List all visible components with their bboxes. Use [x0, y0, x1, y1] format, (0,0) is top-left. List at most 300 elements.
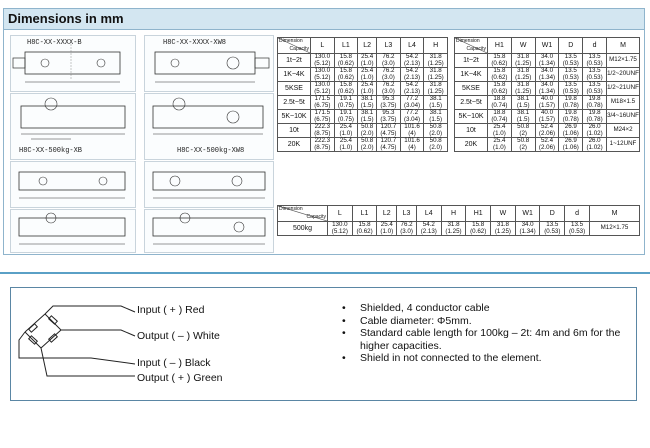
- column-header: M: [607, 38, 640, 54]
- column-header: L3: [377, 38, 401, 54]
- value-inch: (1.25): [515, 59, 532, 67]
- table-cell: [583, 124, 607, 138]
- table-cell: [377, 82, 401, 96]
- value-inch: (0.53): [562, 87, 579, 95]
- table-cell: [559, 54, 583, 68]
- dimensions-panel: [3, 8, 645, 255]
- value-mm: 52.4: [540, 137, 554, 144]
- table-cell: [377, 96, 401, 110]
- section-divider: [0, 272, 650, 274]
- column-header: L3: [397, 206, 417, 222]
- value-mm: 31.8: [517, 81, 530, 88]
- dimensions-title: Dimensions in mm: [8, 11, 124, 26]
- value-mm: 54.2: [422, 221, 435, 228]
- value-mm: 18.8: [493, 95, 506, 102]
- table-cell: [311, 124, 335, 138]
- value-inch: (1.0): [360, 87, 374, 95]
- value-mm: 13.5: [564, 67, 577, 74]
- value-inch: (1.0): [339, 143, 353, 151]
- value-inch: (1.5): [516, 101, 530, 109]
- value-mm: 31.8: [447, 221, 460, 228]
- value-inch: (1.34): [519, 227, 536, 235]
- value-inch: (3.75): [380, 115, 397, 123]
- value-inch: (2): [519, 143, 527, 151]
- table-cell: [565, 222, 590, 236]
- value-mm: 25.4: [361, 67, 374, 74]
- value-inch: (3.0): [382, 87, 395, 95]
- table-cell: [515, 222, 540, 236]
- table-cell: [511, 96, 535, 110]
- column-header: M: [590, 206, 640, 222]
- wire-input-positive: Input ( + ) Red: [137, 304, 205, 316]
- value-inch: (0.53): [562, 59, 579, 67]
- value-mm: 25.4: [493, 123, 506, 130]
- value-inch: (1.0): [360, 59, 374, 67]
- column-header: W1: [515, 206, 540, 222]
- capacity-cell: 1t~2t: [278, 54, 311, 68]
- table-cell: [491, 222, 516, 236]
- value-mm: 76.2: [382, 53, 395, 60]
- table-cell: [400, 54, 424, 68]
- value-mm: 222.3: [314, 123, 331, 130]
- table-cell: [400, 124, 424, 138]
- value-inch: (5.12): [314, 87, 331, 95]
- value-mm: 26.9: [564, 123, 577, 130]
- table-cell: [535, 110, 559, 124]
- table-cell: [334, 96, 358, 110]
- column-header: L4: [416, 206, 441, 222]
- value-mm: 25.4: [339, 123, 352, 130]
- value-mm: 54.2: [406, 53, 419, 60]
- table-cell: [607, 96, 640, 110]
- table-cell: [358, 138, 377, 152]
- table-cell: [311, 96, 335, 110]
- value-inch: (1.0): [339, 129, 353, 137]
- table-cell: [416, 222, 441, 236]
- column-header: H1: [466, 206, 491, 222]
- table-cell: [377, 110, 401, 124]
- value-mm: 120.7: [380, 137, 397, 144]
- value-inch: (0.75): [337, 115, 354, 123]
- table-row: [455, 54, 640, 68]
- corner-cell: [455, 38, 488, 54]
- table-cell: [311, 68, 335, 82]
- value-inch: (0.62): [337, 73, 354, 81]
- value-mm: 76.2: [382, 81, 395, 88]
- capacity-cell: 20K: [455, 138, 488, 152]
- value-mm: 54.2: [406, 67, 419, 74]
- value-inch: (1.02): [586, 143, 603, 151]
- column-header: W: [511, 38, 535, 54]
- table-cell: [358, 96, 377, 110]
- value-inch: (1.34): [538, 59, 556, 67]
- table-3-body: [278, 222, 640, 236]
- drawing-top-right: [144, 35, 274, 92]
- value-inch: (1.06): [562, 129, 579, 137]
- table-cell: [559, 82, 583, 96]
- value-inch: (1.25): [515, 87, 532, 95]
- column-header: D: [540, 206, 565, 222]
- value-inch: (1.25): [445, 227, 462, 235]
- value-inch: (1.5): [429, 101, 443, 109]
- drawing-bottom-left-art: [11, 210, 135, 252]
- table-cell: [511, 138, 535, 152]
- value-mm: M18×1.5: [610, 98, 636, 106]
- value-mm: 50.8: [361, 137, 374, 144]
- value-mm: 52.4: [540, 123, 554, 130]
- drawing-label: H8C-XX-500kg-XW8: [177, 147, 245, 155]
- table-cell: [540, 222, 565, 236]
- value-mm: 222.3: [314, 137, 331, 144]
- table-cell: [424, 82, 448, 96]
- table-cell: [334, 68, 358, 82]
- table-cell: [590, 222, 640, 236]
- value-inch: (0.53): [568, 227, 586, 235]
- value-mm: 40.0: [540, 109, 554, 116]
- drawing-bottom-right: [144, 209, 274, 253]
- value-mm: 76.2: [400, 221, 413, 228]
- value-mm: 15.8: [493, 67, 506, 74]
- table-cell: [607, 82, 640, 96]
- table-cell: [559, 68, 583, 82]
- drawing-mid-left: [10, 93, 136, 160]
- corner-top-label: Dimension: [279, 206, 303, 212]
- table-cell: [583, 96, 607, 110]
- value-mm: 1/2~21UNF: [607, 84, 639, 92]
- value-mm: 50.8: [517, 137, 530, 144]
- value-inch: (5.12): [314, 59, 331, 67]
- dimension-table-2: [454, 37, 640, 152]
- value-inch: (3.04): [403, 101, 421, 109]
- corner-cell: [278, 206, 328, 222]
- value-inch: (1.0): [380, 227, 394, 235]
- value-mm: 38.1: [361, 109, 374, 116]
- value-mm: 3/4~16UNF: [607, 112, 639, 120]
- capacity-cell: 5KSE: [455, 82, 488, 96]
- table-cell: [424, 68, 448, 82]
- table-cell: [511, 124, 535, 138]
- table-cell: [607, 68, 640, 82]
- table-row: [455, 82, 640, 96]
- drawing-label: H8C-XX-XXXX-B: [27, 39, 82, 47]
- table-row: [455, 138, 640, 152]
- table-cell: [559, 110, 583, 124]
- value-mm: 130.0: [314, 81, 331, 88]
- table-row: [278, 222, 640, 236]
- value-mm: 171.5: [314, 109, 331, 116]
- table-cell: [400, 82, 424, 96]
- capacity-cell: 10t: [278, 124, 311, 138]
- value-inch: (1.25): [427, 73, 444, 81]
- value-inch: (1.57): [538, 101, 556, 109]
- value-inch: (1.06): [562, 143, 579, 151]
- table-row: [278, 96, 448, 110]
- value-inch: (1.34): [538, 73, 556, 81]
- value-inch: (1.0): [493, 129, 506, 137]
- value-mm: 50.8: [429, 137, 442, 144]
- value-inch: (0.62): [491, 59, 508, 67]
- dimension-table-1: [277, 37, 448, 152]
- capacity-cell: 1K~4K: [278, 68, 311, 82]
- value-mm: 15.8: [493, 81, 506, 88]
- table-cell: [334, 82, 358, 96]
- value-inch: (8.75): [314, 129, 331, 137]
- value-mm: 13.5: [564, 81, 577, 88]
- value-inch: (2.13): [420, 227, 437, 235]
- value-inch: (3.75): [380, 101, 397, 109]
- table-cell: [377, 68, 401, 82]
- corner-cell: [278, 38, 311, 54]
- value-mm: 34.0: [540, 67, 554, 74]
- table-cell: [311, 138, 335, 152]
- value-mm: 34.0: [521, 221, 534, 228]
- capacity-cell: 500kg: [278, 222, 328, 236]
- table-cell: [488, 54, 512, 68]
- value-mm: 1/2~20UNF: [607, 70, 639, 78]
- value-mm: 15.8: [339, 53, 352, 60]
- column-header: L1: [334, 38, 358, 54]
- table-cell: [535, 68, 559, 82]
- value-mm: 13.5: [588, 81, 601, 88]
- value-mm: 50.8: [429, 123, 442, 130]
- value-mm: 40.0: [540, 95, 554, 102]
- value-mm: 95.3: [382, 109, 395, 116]
- value-mm: 1~12UNF: [609, 140, 637, 148]
- value-mm: 95.3: [382, 95, 395, 102]
- value-mm: 34.0: [540, 53, 554, 60]
- table-cell: [535, 138, 559, 152]
- value-inch: (5.12): [314, 73, 331, 81]
- value-inch: (0.53): [562, 73, 579, 81]
- capacity-cell: 20K: [278, 138, 311, 152]
- table-cell: [583, 138, 607, 152]
- table-cell: [358, 110, 377, 124]
- corner-bottom-label: Capacity: [466, 46, 486, 52]
- value-inch: (0.62): [337, 59, 354, 67]
- value-inch: (0.53): [544, 227, 561, 235]
- value-mm: 19.1: [339, 109, 352, 116]
- corner-top-label: Dimension: [279, 38, 303, 44]
- value-inch: (4.75): [380, 143, 397, 151]
- value-mm: 38.1: [361, 95, 374, 102]
- value-mm: 31.8: [429, 81, 442, 88]
- value-inch: (0.78): [586, 115, 603, 123]
- dimension-table-3: [277, 205, 640, 236]
- value-inch: (1.5): [360, 101, 374, 109]
- table-cell: [559, 124, 583, 138]
- value-mm: 171.5: [314, 95, 331, 102]
- capacity-cell: 2.5t~5t: [278, 96, 311, 110]
- value-inch: (0.62): [491, 87, 508, 95]
- table-cell: [583, 110, 607, 124]
- value-inch: (2.0): [360, 129, 374, 137]
- table-cell: [352, 222, 377, 236]
- capacity-cell: 1K~4K: [455, 68, 488, 82]
- value-inch: (0.62): [491, 73, 508, 81]
- column-header: D: [559, 38, 583, 54]
- value-mm: 26.0: [588, 137, 601, 144]
- table-cell: [377, 222, 397, 236]
- table-cell: [607, 138, 640, 152]
- table-cell: [535, 82, 559, 96]
- value-inch: (2.0): [360, 143, 374, 151]
- drawing-top-left: [10, 35, 136, 92]
- value-inch: (0.53): [586, 87, 603, 95]
- table-cell: [400, 68, 424, 82]
- capacity-cell: 5K~10K: [455, 110, 488, 124]
- drawing-mid-right: [144, 93, 274, 160]
- value-mm: 13.5: [571, 221, 584, 228]
- value-inch: (1.5): [516, 115, 530, 123]
- table-cell: [400, 138, 424, 152]
- table-cell: [559, 138, 583, 152]
- table-cell: [358, 82, 377, 96]
- value-inch: (1.02): [586, 129, 603, 137]
- capacity-cell: 10t: [455, 124, 488, 138]
- note-item: • Shield in not connected to the element.: [340, 352, 640, 365]
- column-header: L: [328, 206, 353, 222]
- column-header: d: [583, 38, 607, 54]
- table-cell: [424, 124, 448, 138]
- value-inch: (4): [408, 129, 416, 137]
- value-inch: (3.0): [382, 73, 395, 81]
- wire-output-negative: Output ( – ) White: [137, 330, 220, 342]
- value-inch: (0.53): [586, 73, 603, 81]
- value-inch: (1.5): [429, 115, 443, 123]
- column-header: W1: [535, 38, 559, 54]
- value-mm: 13.5: [588, 53, 601, 60]
- value-mm: 25.4: [361, 81, 374, 88]
- value-mm: M12×1.75: [600, 224, 629, 232]
- value-mm: 77.2: [406, 95, 419, 102]
- drawing-label: H8C-XX-XXXX-XW8: [163, 39, 227, 47]
- dimensions-header: [4, 9, 644, 30]
- value-inch: (3.04): [403, 115, 421, 123]
- drawing-bottom-right-art: [145, 210, 273, 252]
- corner-bottom-label: Capacity: [306, 214, 326, 220]
- table-cell: [488, 138, 512, 152]
- value-mm: 26.9: [564, 137, 577, 144]
- value-mm: 25.4: [493, 137, 506, 144]
- table-cell: [535, 54, 559, 68]
- note-item: • Cable diameter: Φ5mm.: [340, 315, 640, 328]
- table-cell: [424, 96, 448, 110]
- table-cell: [358, 68, 377, 82]
- table-cell: [511, 82, 535, 96]
- value-mm: 13.5: [546, 221, 559, 228]
- value-mm: 13.5: [588, 67, 601, 74]
- value-mm: 38.1: [517, 95, 530, 102]
- table-cell: [511, 68, 535, 82]
- value-mm: 34.0: [540, 81, 554, 88]
- table-cell: [607, 124, 640, 138]
- table-cell: [334, 124, 358, 138]
- column-header: W: [491, 206, 516, 222]
- value-mm: 31.8: [429, 67, 442, 74]
- value-mm: 130.0: [332, 221, 348, 228]
- table-cell: [511, 110, 535, 124]
- value-mm: 25.4: [339, 137, 352, 144]
- value-inch: (0.74): [491, 101, 508, 109]
- value-mm: 25.4: [380, 221, 393, 228]
- note-item: • Shielded, 4 conductor cable: [340, 302, 640, 315]
- value-mm: 19.8: [588, 95, 601, 102]
- table-row: [278, 124, 448, 138]
- column-header: H1: [488, 38, 512, 54]
- value-mm: M12×1.75: [609, 56, 637, 64]
- value-inch: (3.0): [400, 227, 413, 235]
- corner-top-label: Dimension: [456, 38, 480, 44]
- value-inch: (1.0): [493, 143, 506, 151]
- value-inch: (6.75): [314, 115, 331, 123]
- drawing-bottom-left: [10, 209, 136, 253]
- drawing-label: H8C-XX-500kg-XB: [19, 147, 83, 155]
- cable-notes: [340, 302, 640, 365]
- value-inch: (0.53): [586, 59, 603, 67]
- value-inch: (2.13): [403, 87, 421, 95]
- value-mm: 15.8: [339, 81, 352, 88]
- table-cell: [400, 96, 424, 110]
- value-mm: 15.8: [493, 53, 506, 60]
- wire-input-negative: Input ( – ) Black: [137, 357, 211, 369]
- value-mm: 31.8: [517, 53, 530, 60]
- value-mm: 13.5: [564, 53, 577, 60]
- value-mm: 31.8: [429, 53, 442, 60]
- value-inch: (1.25): [427, 87, 444, 95]
- value-mm: 50.8: [361, 123, 374, 130]
- column-header: L2: [377, 206, 397, 222]
- value-inch: (2.0): [429, 129, 443, 137]
- table-cell: [311, 54, 335, 68]
- table-cell: [311, 110, 335, 124]
- value-inch: (0.78): [562, 115, 579, 123]
- table-cell: [488, 124, 512, 138]
- note-item: • Standard cable length for 100kg – 2t: 4m and 6m for the higher capacities.: [340, 327, 640, 352]
- value-mm: 38.1: [429, 95, 442, 102]
- value-inch: (0.62): [337, 87, 354, 95]
- value-inch: (1.5): [360, 115, 374, 123]
- column-header: H: [441, 206, 466, 222]
- value-mm: 15.8: [358, 221, 371, 228]
- value-inch: (4.75): [380, 129, 397, 137]
- value-mm: 130.0: [314, 53, 331, 60]
- column-header: L1: [352, 206, 377, 222]
- value-inch: (1.0): [360, 73, 374, 81]
- value-inch: (8.75): [314, 143, 331, 151]
- value-mm: M24×2: [613, 126, 633, 134]
- drawing-lower-left: [10, 161, 136, 208]
- table-row: [455, 96, 640, 110]
- table-cell: [535, 96, 559, 110]
- value-mm: 18.8: [493, 109, 506, 116]
- table-row: [278, 110, 448, 124]
- value-mm: 76.2: [382, 67, 395, 74]
- value-inch: (1.34): [538, 87, 556, 95]
- capacity-cell: 5KSE: [278, 82, 311, 96]
- capacity-cell: 1t~2t: [455, 54, 488, 68]
- value-inch: (2.0): [429, 143, 443, 151]
- value-inch: (0.62): [470, 227, 487, 235]
- table-cell: [441, 222, 466, 236]
- table-row: [278, 68, 448, 82]
- drawing-lower-right-art: [145, 162, 273, 207]
- table-1-body: [278, 54, 448, 152]
- value-inch: (6.75): [314, 101, 331, 109]
- table-cell: [334, 54, 358, 68]
- value-inch: (0.78): [586, 101, 603, 109]
- value-mm: 50.8: [517, 123, 530, 130]
- table-cell: [358, 124, 377, 138]
